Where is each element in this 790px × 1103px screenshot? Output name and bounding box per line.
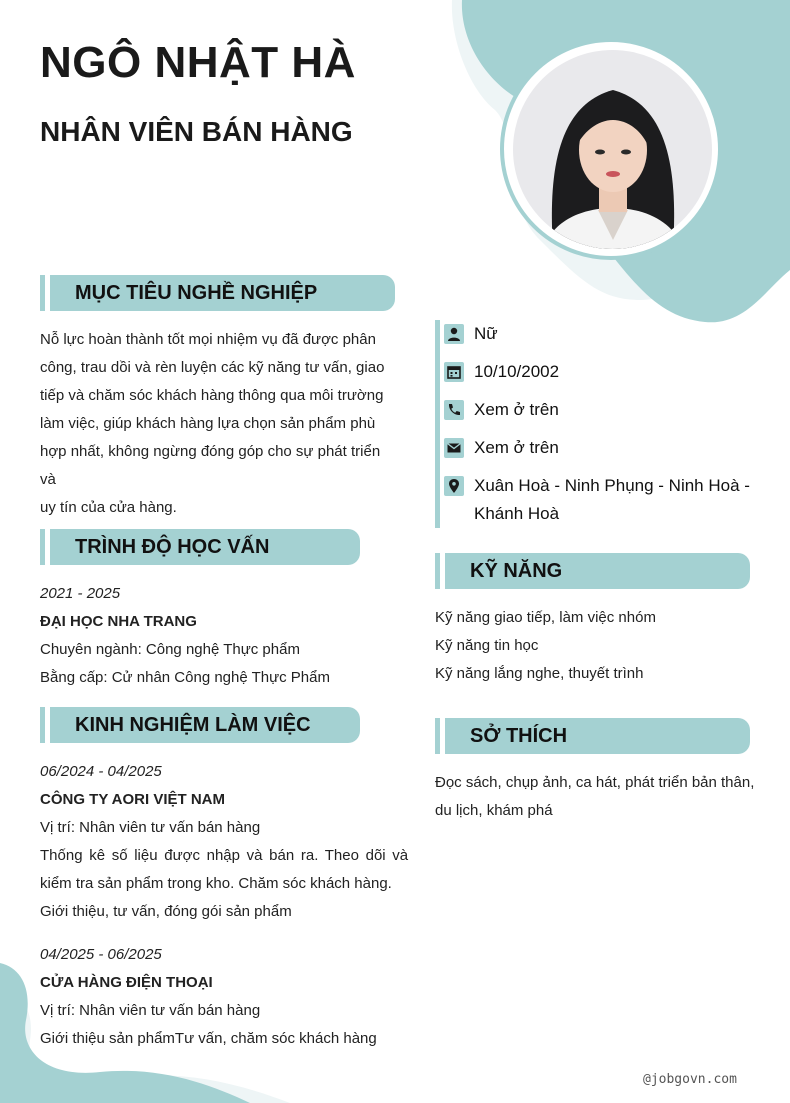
job-description-line: Thống kê số liệu được nhập và bán ra. Theo dõi và (40, 847, 409, 864)
location-pin-icon (444, 476, 464, 496)
objective-line: tiếp và chăm sóc khách hàng thông qua môi trường (40, 387, 384, 404)
skill-item: Kỹ năng giao tiếp, làm việc nhóm (435, 609, 656, 626)
objective-line: công, trau dồi và rèn luyện các kỹ năng tư vấn, giao (40, 359, 385, 376)
contact-accent-bar (435, 320, 440, 528)
watermark-text: @jobgovn.com (643, 1072, 737, 1087)
contact-address-line: Xuân Hoà - Ninh Phụng - Ninh Hoà - (474, 476, 750, 495)
person-icon (444, 324, 464, 344)
job-description-line: Giới thiệu, tư vấn, đóng gói sản phẩm (40, 903, 292, 920)
section-header-skills: KỸ NĂNG (445, 553, 750, 589)
job-description-line: kiểm tra sản phẩm trong kho. Chăm sóc khách hàng. (40, 875, 392, 892)
objective-line: làm việc, giúp khách hàng lựa chọn sản phẩm phù (40, 415, 376, 432)
objective-line: Nỗ lực hoàn thành tốt mọi nhiệm vụ đã được phân (40, 331, 376, 348)
job-position: Vị trí: Nhân viên tư vấn bán hàng (40, 1002, 261, 1019)
job-company: CỬA HÀNG ĐIỆN THOẠI (40, 974, 213, 991)
section-header-education: TRÌNH ĐỘ HỌC VẤN (50, 529, 360, 565)
profile-photo (513, 50, 712, 249)
section-header-hobbies: SỞ THÍCH (445, 718, 750, 754)
job-company: CÔNG TY AORI VIỆT NAM (40, 791, 226, 808)
job-position: Vị trí: Nhân viên tư vấn bán hàng (40, 819, 261, 836)
candidate-name: NGÔ NHẬT HÀ (40, 38, 356, 87)
section-header-work-experience: KINH NGHIỆM LÀM VIỆC (50, 707, 360, 743)
phone-icon (444, 400, 464, 420)
email-icon (444, 438, 464, 458)
contact-date-of-birth: 10/10/2002 (474, 362, 560, 381)
job-title: NHÂN VIÊN BÁN HÀNG (40, 116, 353, 147)
education-period: 2021 - 2025 (40, 585, 121, 602)
contact-address-line: Khánh Hoà (474, 504, 560, 523)
job-period: 06/2024 - 04/2025 (40, 763, 162, 780)
career-objective-text (40, 326, 396, 522)
contact-email: Xem ở trên (474, 438, 559, 457)
objective-line: hợp nhất, không ngừng đóng góp cho sự phát triển và (40, 443, 381, 488)
skill-item: Kỹ năng lắng nghe, thuyết trình (435, 665, 644, 682)
calendar-icon (444, 362, 464, 382)
education-school: ĐẠI HỌC NHA TRANG (40, 613, 197, 630)
contact-phone: Xem ở trên (474, 400, 559, 419)
job-description-line: Giới thiệu sản phẩmTư vấn, chăm sóc khách hàng (40, 1030, 377, 1047)
objective-line: uy tín của cửa hàng. (40, 499, 177, 516)
education-major: Chuyên ngành: Công nghệ Thực phẩm (40, 641, 300, 658)
hobbies-line: Đọc sách, chụp ảnh, ca hát, phát triển bản thân, (435, 774, 755, 791)
portrait-illustration (513, 50, 712, 249)
education-degree: Bằng cấp: Cử nhân Công nghệ Thực Phẩm (40, 669, 330, 686)
skill-item: Kỹ năng tin học (435, 637, 539, 654)
job-period: 04/2025 - 06/2025 (40, 946, 162, 963)
hobbies-line: du lịch, khám phá (435, 802, 553, 819)
section-header-career-objective: MỤC TIÊU NGHỀ NGHIỆP (50, 275, 395, 311)
contact-gender: Nữ (474, 324, 498, 343)
